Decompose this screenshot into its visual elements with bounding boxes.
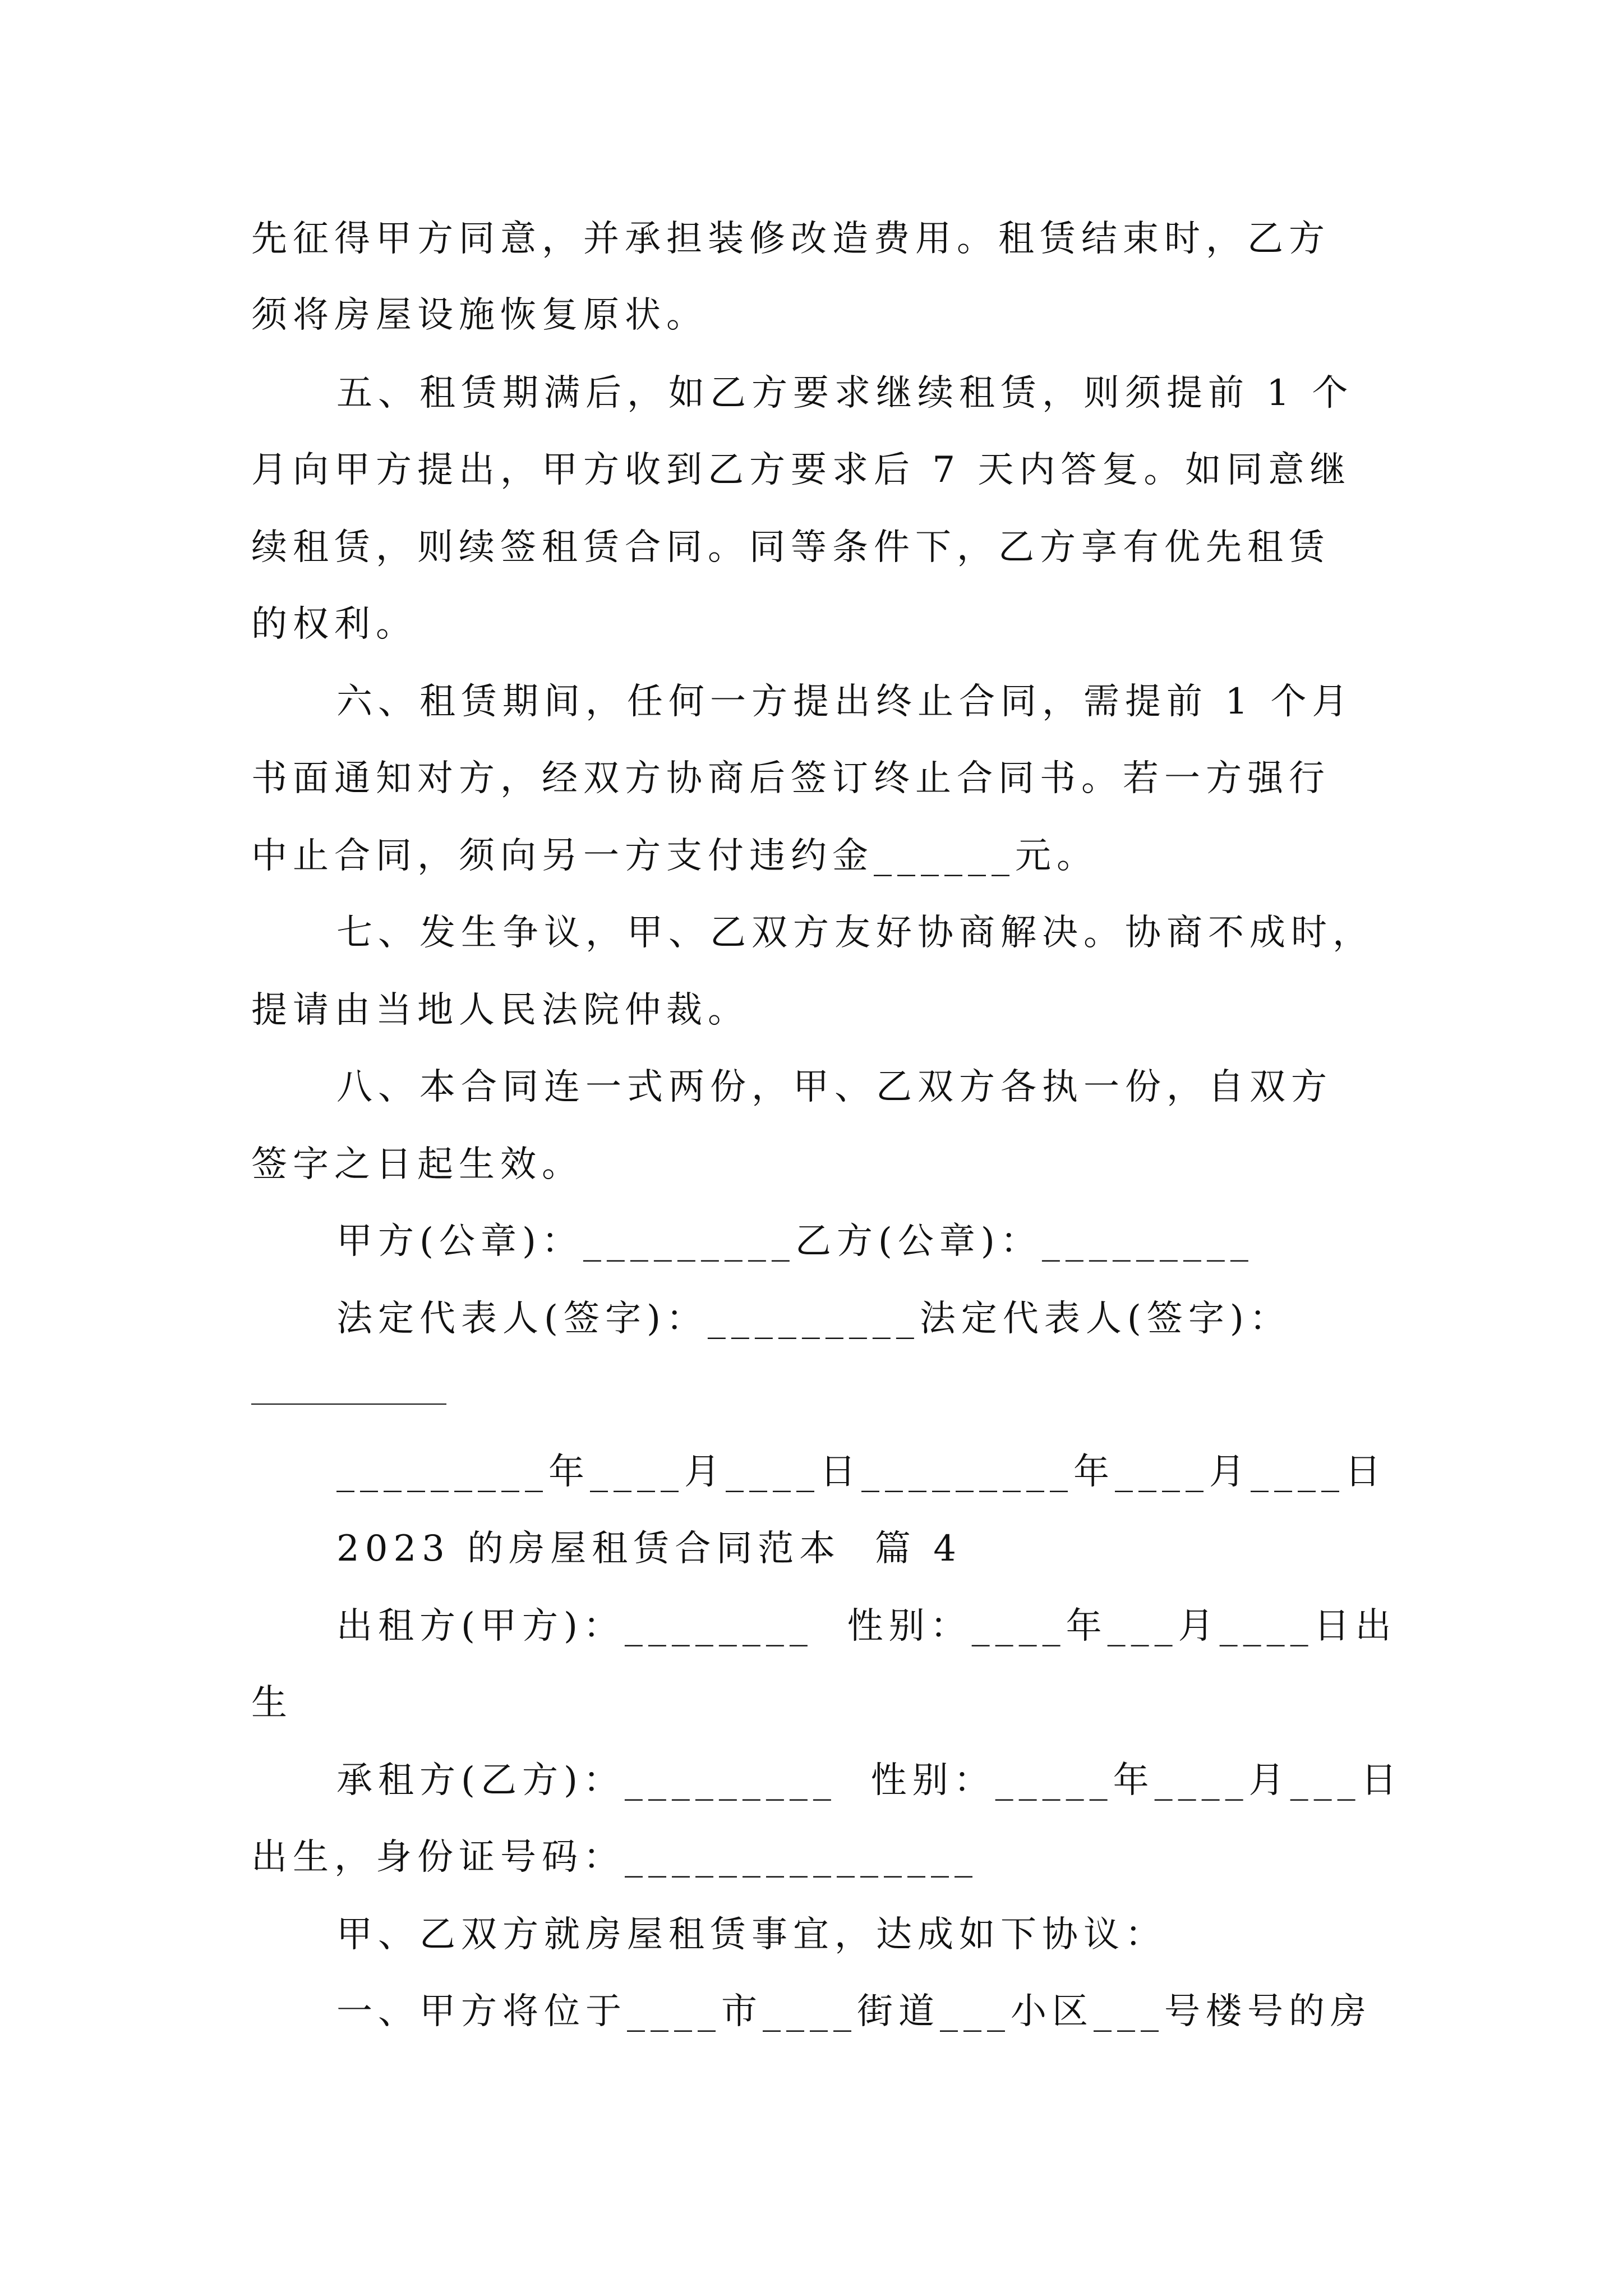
clause-one-line: 一、甲方将位于____市____街道___小区___号楼号的房	[336, 1991, 1372, 2032]
lessor-info-continued: 生	[251, 1682, 293, 1724]
text-line-4: 月向甲方提出，甲方收到乙方要求后 7 天内答复。如同意继	[251, 449, 1352, 491]
text-line-11: 提请由当地人民法院仲裁。	[251, 990, 749, 1031]
text-line-10: 七、发生争议，甲、乙双方友好协商解决。协商不成时，	[336, 912, 1374, 954]
text-line-2: 须将房屋设施恢复原状。	[251, 295, 708, 336]
text-line-8: 书面通知对方，经双方协商后签订终止合同书。若一方强行	[251, 758, 1330, 799]
agreement-intro: 甲、乙双方就房屋租赁事宜，达成如下协议：	[336, 1914, 1166, 1955]
text-line-7: 六、租赁期间，任何一方提出终止合同，需提前 1 个月	[336, 681, 1354, 723]
date-line: _________年____月____日_________年____月____日	[336, 1451, 1386, 1493]
text-line-1: 先征得甲方同意，并承担装修改造费用。租赁结束时，乙方	[251, 218, 1330, 260]
signature-line-representatives: 法定代表人(签字)：_________法定代表人(签字)：	[336, 1298, 1291, 1340]
text-line-5: 续租赁，则续签租赁合同。同等条件下，乙方享有优先租赁	[251, 527, 1330, 568]
text-line-6: 的权利。	[251, 604, 417, 645]
text-line-12: 八、本合同连一式两份，甲、乙双方各执一份，自双方	[336, 1066, 1332, 1108]
text-line-13: 签字之日起生效。	[251, 1144, 583, 1185]
section-heading: 2023 的房屋租赁合同范本 篇 4	[336, 1528, 962, 1570]
lessor-info-line: 出租方(甲方)：________ 性别：____年___月____日出	[336, 1605, 1397, 1647]
lessee-info-continued: 出生，身份证号码：_______________	[251, 1837, 978, 1878]
signature-line-party-seals: 甲方(公章)：_________乙方(公章)：_________	[336, 1221, 1254, 1262]
text-line-3: 五、租赁期满后，如乙方要求继续租赁，则须提前 1 个	[336, 372, 1354, 414]
text-line-9: 中止合同，须向另一方支付违约金______元。	[251, 835, 1098, 877]
lessee-info-line: 承租方(乙方)：_________ 性别：_____年____月___日	[336, 1760, 1403, 1801]
signature-blank-rule	[251, 1404, 446, 1405]
